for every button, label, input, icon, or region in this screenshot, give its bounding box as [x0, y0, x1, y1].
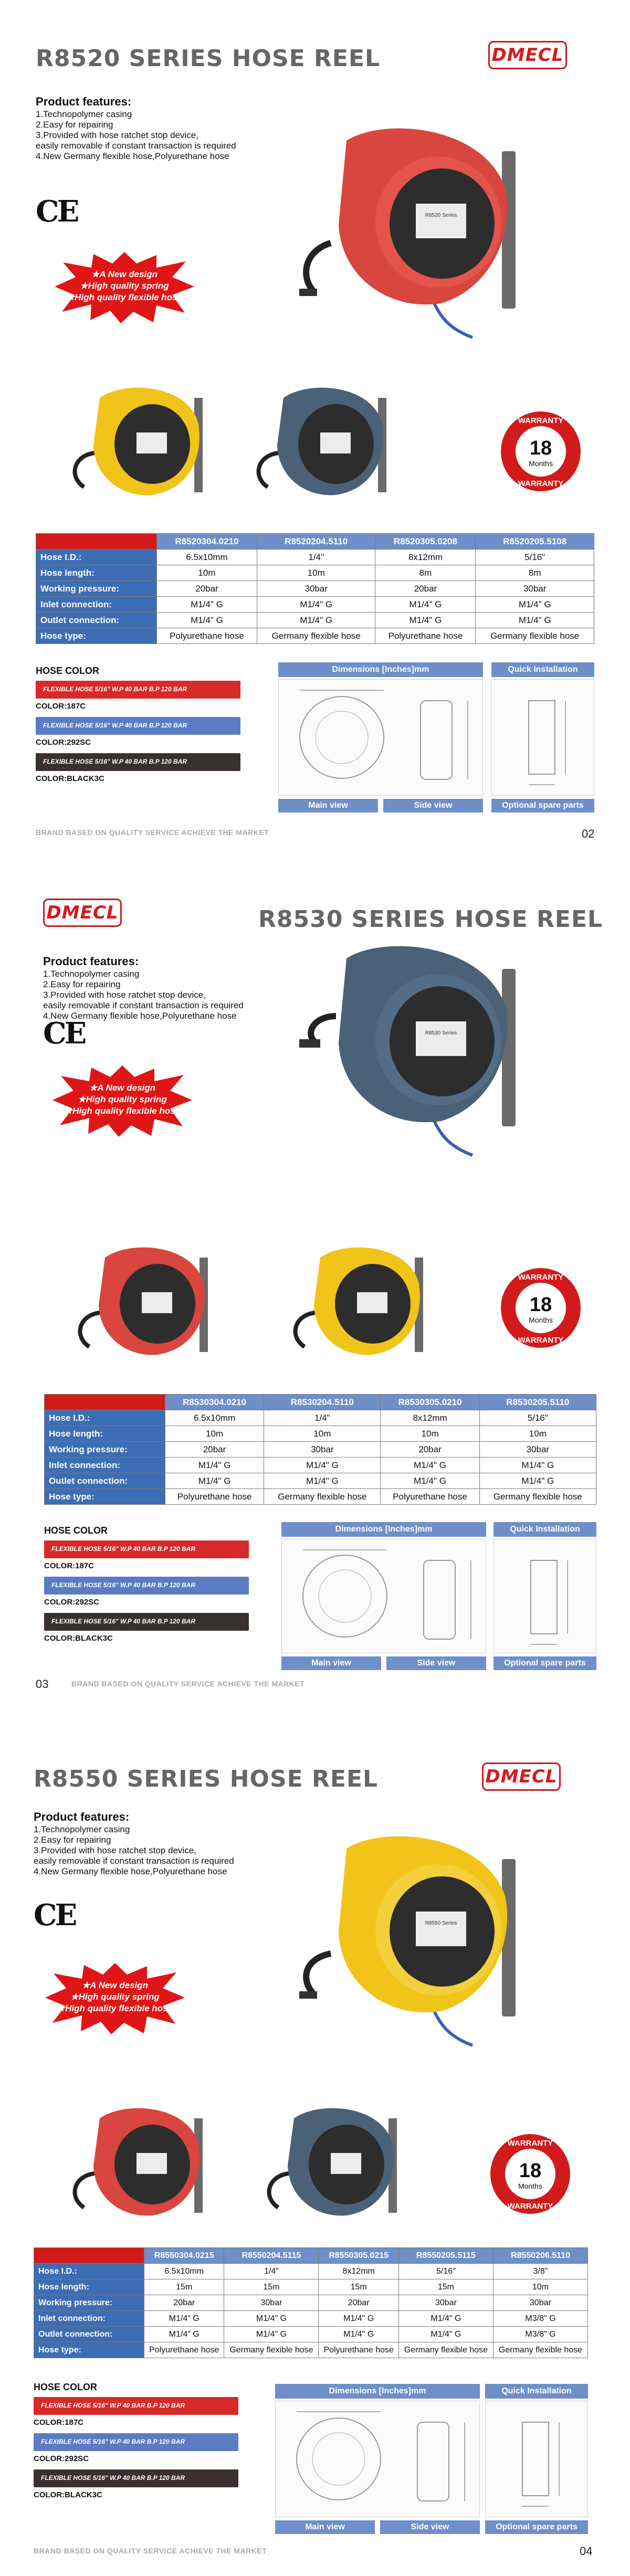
table-row [36, 581, 594, 597]
row-label: Hose I.D.: [45, 1410, 165, 1426]
main-view-label: Main view [275, 2520, 375, 2534]
row-label: Hose I.D.: [36, 550, 157, 565]
feature-line: easily removable if constant transaction is required [34, 1856, 234, 1866]
table-header-row [45, 1395, 596, 1410]
side-view-label: Side view [386, 1656, 486, 1670]
hose-color-bar-blue: FLEXIBLE HOSE 5/16" W.P 40 BAR B.P 120 BAR [36, 717, 240, 735]
table-row [45, 1473, 596, 1489]
page-r8530 [0, 859, 630, 1717]
model-cell: R8530305.0210 [381, 1395, 479, 1410]
table-cell: 6.5x10mm [144, 2264, 224, 2279]
optional-parts-label: Optional spare parts [485, 2520, 588, 2534]
table-cell: M3/8" G [493, 2327, 587, 2342]
table-cell: M1/4" G [257, 613, 375, 628]
table-cell: 8x12mm [319, 2264, 398, 2279]
table-cell: 30bar [493, 2295, 587, 2311]
table-cell: Polyurethane hose [144, 2342, 224, 2358]
table-cell: Polyurethane hose [381, 1489, 479, 1505]
row-label: Working pressure: [36, 581, 157, 597]
feature-line: 3.Provided with hose ratchet stop device, [36, 130, 198, 140]
table-cell: 6.5x10mm [165, 1410, 264, 1426]
model-cell: R8550305.0215 [319, 2248, 398, 2264]
main-view-label: Main view [278, 799, 378, 812]
table-cell: 10m [381, 1426, 479, 1442]
table-cell: M1/4" G [476, 597, 594, 613]
feature-line: 4.New Germany flexible hose,Polyurethane hose [36, 151, 229, 161]
table-cell: M1/4" G [398, 2327, 493, 2342]
table-cell: 20bar [144, 2295, 224, 2311]
reel-label: R8520 Series [425, 213, 457, 218]
table-cell: M1/4" G [257, 597, 375, 613]
color-code: COLOR:187C [36, 702, 86, 711]
hose-color-bar-black: FLEXIBLE HOSE 5/16" W.P 40 BAR B.P 120 BAR [36, 753, 240, 771]
hose-reel-blue-image [257, 2103, 410, 2229]
row-label: Hose type: [45, 1489, 165, 1505]
feature-line: 1.Technopolymer casing [36, 109, 132, 119]
dimensions-header: Dimensions [Inches]mm [275, 2384, 480, 2399]
table-cell: 3/8" [493, 2264, 587, 2279]
color-code: COLOR:BLACK3C [34, 2490, 102, 2499]
warranty-number: 18 [519, 2160, 542, 2182]
warranty-top: WARRANTY [518, 1273, 564, 1282]
table-row [34, 2327, 588, 2342]
hose-color-bar-black: FLEXIBLE HOSE 5/16" W.P 40 BAR B.P 120 BAR [44, 1613, 249, 1631]
model-cell: R8520205.5108 [476, 534, 594, 550]
warranty-bottom: WARRANTY [518, 479, 564, 488]
quick-install-drawing [485, 2401, 588, 2517]
page-number: 03 [36, 1677, 49, 1691]
hose-color-bar-red: FLEXIBLE HOSE 5/16" W.P 40 BAR B.P 120 BAR [36, 681, 240, 699]
hose-reel-yellow-image [284, 1242, 436, 1368]
features-heading: Product features: [43, 955, 139, 968]
table-cell: 30bar [264, 1442, 381, 1458]
table-cell: 30bar [257, 581, 375, 597]
table-cell: Germany flexible hose [479, 1489, 596, 1505]
feature-line: 4.New Germany flexible hose,Polyurethane hose [43, 1011, 237, 1021]
star-line: ★High quality flexible hose [64, 1106, 181, 1116]
page-number: 04 [580, 2545, 593, 2558]
row-label: Hose type: [36, 628, 157, 644]
table-cell: 20bar [375, 581, 476, 597]
model-cell: R8550205.5115 [398, 2248, 493, 2264]
row-label: Inlet connection: [34, 2311, 144, 2327]
dimension-drawing [275, 2401, 480, 2517]
hose-reel-red-image [68, 1242, 220, 1368]
spec-table [36, 533, 594, 644]
feature-line: 1.Technopolymer casing [43, 969, 140, 979]
table-cell: 20bar [381, 1442, 479, 1458]
table-cell: M1/4" G [381, 1458, 479, 1473]
feature-line: 1.Technopolymer casing [34, 1824, 130, 1834]
table-row [34, 2279, 588, 2295]
table-cell: M1/4" G [375, 613, 476, 628]
side-view-label: Side view [380, 2520, 480, 2534]
color-code: COLOR:292SC [34, 2454, 89, 2463]
row-label: Hose type: [34, 2342, 144, 2358]
dimensions-header: Dimensions [Inches]mm [278, 662, 483, 677]
hose-reel-main-image [294, 120, 536, 340]
table-cell: M3/8" G [493, 2311, 587, 2327]
table-cell: 8m [476, 565, 594, 581]
optional-parts-label: Optional spare parts [491, 799, 594, 812]
table-cell: 8x12mm [375, 550, 476, 565]
table-cell: 6.5x10mm [157, 550, 257, 565]
table-row [36, 628, 594, 644]
table-cell: 10m [479, 1426, 596, 1442]
side-view-label: Side view [383, 799, 483, 812]
ce-mark: CE [36, 194, 78, 229]
table-cell: 20bar [165, 1442, 264, 1458]
ce-mark: CE [34, 1898, 76, 1933]
table-row [45, 1442, 596, 1458]
table-cell: M1/4" G [319, 2311, 398, 2327]
table-cell: 10m [165, 1426, 264, 1442]
reel-label: R8550 Series [425, 1920, 457, 1926]
feature-line: 4.New Germany flexible hose,Polyurethane hose [34, 1866, 227, 1876]
table-row [45, 1410, 596, 1426]
table-cell: 1/4" [264, 1410, 381, 1426]
table-row [34, 2342, 588, 2358]
model-cell: R8530304.0210 [165, 1395, 264, 1410]
color-code: COLOR:292SC [44, 1598, 100, 1607]
star-line: ★High quality flexible hose [57, 2003, 173, 2013]
warranty-unit: Months [518, 2182, 542, 2190]
table-cell: Germany flexible hose [264, 1489, 381, 1505]
table-row [36, 565, 594, 581]
table-row [36, 613, 594, 628]
table-cell: Germany flexible hose [398, 2342, 493, 2358]
table-cell: 30bar [479, 1442, 596, 1458]
table-header-row [34, 2248, 588, 2264]
reel-label: R8530 Series [425, 1030, 457, 1036]
quick-install-header: Quick Installation [485, 2384, 588, 2399]
table-cell: 1/4" [224, 2264, 319, 2279]
row-label: Working pressure: [45, 1442, 165, 1458]
model-cell: R8530204.5110 [264, 1395, 381, 1410]
new-design-starburst [51, 1064, 193, 1138]
table-cell: M1/4" G [479, 1473, 596, 1489]
new-design-starburst [54, 251, 195, 324]
table-row [36, 550, 594, 565]
product-features [34, 1812, 234, 1877]
table-cell: M1/4" G [165, 1458, 264, 1473]
feature-line: easily removable if constant transaction is required [43, 1000, 244, 1010]
table-cell: 8m [375, 565, 476, 581]
footer-slogan: BRAND BASED ON QUALITY SERVICE ACHIEVE THE MARKET [71, 1680, 305, 1688]
footer-slogan: BRAND BASED ON QUALITY SERVICE ACHIEVE THE MARKET [36, 828, 269, 837]
spec-table [34, 2247, 588, 2358]
brand-logo: DMECL [43, 899, 122, 927]
hose-color-panel [34, 2382, 238, 2506]
star-line: ★High quality spring [70, 1992, 160, 2002]
star-line: ★High quality spring [78, 1094, 167, 1104]
table-cell: Polyurethane hose [319, 2342, 398, 2358]
spec-table [44, 1394, 596, 1505]
table-cell: M1/4" G [157, 597, 257, 613]
feature-line: easily removable if constant transaction is required [36, 141, 236, 151]
warranty-top: WARRANTY [518, 416, 564, 425]
hose-color-heading: HOSE COLOR [34, 2382, 98, 2392]
warranty-badge [499, 409, 583, 493]
table-cell: 20bar [319, 2295, 398, 2311]
quick-install-header: Quick Installation [494, 1522, 596, 1537]
table-header-row [36, 534, 594, 550]
dimensions-header: Dimensions [Inches]mm [281, 1522, 486, 1537]
table-cell: M1/4" G [144, 2327, 224, 2342]
table-row [34, 2311, 588, 2327]
optional-parts-label: Optional spare parts [494, 1656, 596, 1670]
table-row [34, 2264, 588, 2279]
features-heading: Product features: [36, 95, 132, 108]
table-cell: 5/16" [479, 1410, 596, 1426]
table-cell: 1/4" [257, 550, 375, 565]
warranty-number: 18 [529, 437, 552, 459]
page-title: R8550 SERIES HOSE REEL [34, 1766, 379, 1792]
feature-line: 3.Provided with hose ratchet stop device, [43, 990, 206, 1000]
table-cell: 8x12mm [381, 1410, 479, 1426]
table-cell: Polyurethane hose [165, 1489, 264, 1505]
product-features [43, 956, 244, 1021]
table-row [34, 2295, 588, 2311]
table-cell: 20bar [157, 581, 257, 597]
row-label: Hose length: [34, 2279, 144, 2295]
row-label: Hose I.D.: [34, 2264, 144, 2279]
warranty-badge [499, 1266, 583, 1350]
row-label: Outlet connection: [34, 2327, 144, 2342]
table-cell: M1/4" G [264, 1473, 381, 1489]
table-row [45, 1458, 596, 1473]
table-cell: M1/4" G [224, 2311, 319, 2327]
hose-color-bar-red: FLEXIBLE HOSE 5/16" W.P 40 BAR B.P 120 BAR [44, 1540, 249, 1558]
row-label: Outlet connection: [36, 613, 157, 628]
warranty-number: 18 [529, 1294, 552, 1316]
page-r8520 [0, 0, 630, 859]
color-code: COLOR:187C [34, 2418, 84, 2427]
color-code: COLOR:292SC [36, 738, 91, 747]
table-cell: M1/4" G [479, 1458, 596, 1473]
feature-line: 2.Easy for repairing [43, 979, 121, 989]
warranty-unit: Months [529, 1316, 553, 1324]
model-cell: R8550304.0215 [144, 2248, 224, 2264]
model-cell: R8520305.0208 [375, 534, 476, 550]
table-cell: Polyurethane hose [157, 628, 257, 644]
table-cell: M1/4" G [476, 613, 594, 628]
table-cell: M1/4" G [144, 2311, 224, 2327]
table-cell: 15m [144, 2279, 224, 2295]
table-cell: 30bar [224, 2295, 319, 2311]
feature-line: 3.Provided with hose ratchet stop device, [34, 1845, 196, 1855]
hose-reel-main-image [294, 937, 536, 1158]
model-cell: R8520204.5110 [257, 534, 375, 550]
table-cell: 10m [493, 2279, 587, 2295]
product-features [36, 97, 236, 162]
table-cell: 10m [257, 565, 375, 581]
main-view-label: Main view [281, 1656, 381, 1670]
table-row [36, 597, 594, 613]
table-cell: 15m [319, 2279, 398, 2295]
row-label: Inlet connection: [36, 597, 157, 613]
warranty-bottom: WARRANTY [507, 2202, 553, 2211]
page-title: R8520 SERIES HOSE REEL [36, 45, 381, 72]
color-code: COLOR:BLACK3C [44, 1634, 113, 1643]
hose-color-panel [36, 666, 240, 789]
table-cell: Germany flexible hose [257, 628, 375, 644]
table-cell: M1/4" G [157, 613, 257, 628]
row-label: Inlet connection: [45, 1458, 165, 1473]
table-cell: 15m [224, 2279, 319, 2295]
hose-color-heading: HOSE COLOR [36, 666, 100, 676]
row-label: Hose length: [45, 1426, 165, 1442]
table-cell: M1/4" G [224, 2327, 319, 2342]
table-cell: M1/4" G [264, 1458, 381, 1473]
feature-line: 2.Easy for repairing [36, 120, 113, 130]
quick-install-drawing [491, 679, 594, 796]
hose-reel-main-image [294, 1828, 536, 2048]
quick-install-drawing [494, 1539, 596, 1653]
warranty-top: WARRANTY [507, 2139, 553, 2148]
model-cell: R8550204.5115 [224, 2248, 319, 2264]
color-code: COLOR:187C [44, 1561, 94, 1570]
page-r8550 [0, 1717, 630, 2576]
color-code: COLOR:BLACK3C [36, 774, 104, 783]
feature-line: 2.Easy for repairing [34, 1835, 111, 1845]
page-title: R8530 SERIES HOSE REEL [258, 906, 603, 933]
model-cell: R8530205.5110 [479, 1395, 596, 1410]
table-cell: 30bar [476, 581, 594, 597]
table-cell: 15m [398, 2279, 493, 2295]
star-line: ★High quality flexible hose [66, 292, 183, 302]
dimension-drawing [281, 1539, 486, 1653]
warranty-badge [488, 2132, 572, 2216]
table-cell: 30bar [398, 2295, 493, 2311]
hose-color-panel [44, 1525, 249, 1649]
row-label: Hose length: [36, 565, 157, 581]
brand-logo: DMECL [482, 1762, 561, 1791]
hose-color-bar-blue: FLEXIBLE HOSE 5/16" W.P 40 BAR B.P 120 BAR [44, 1577, 249, 1595]
warranty-bottom: WARRANTY [518, 1336, 564, 1345]
footer-slogan: BRAND BASED ON QUALITY SERVICE ACHIEVE THE MARKET [34, 2547, 267, 2555]
table-cell: M1/4" G [398, 2311, 493, 2327]
star-line: ★High quality spring [80, 281, 169, 291]
row-label: Outlet connection: [45, 1473, 165, 1489]
model-cell: R8520304.0210 [157, 534, 257, 550]
hose-color-heading: HOSE COLOR [44, 1525, 108, 1536]
new-design-starburst [44, 1962, 186, 2035]
brand-logo: DMECL [488, 41, 567, 69]
hose-color-bar-black: FLEXIBLE HOSE 5/16" W.P 40 BAR B.P 120 BAR [34, 2469, 238, 2487]
table-cell: M1/4" G [375, 597, 476, 613]
row-label: Working pressure: [34, 2295, 144, 2311]
model-cell: R8550206.5110 [493, 2248, 587, 2264]
dimension-drawing [278, 679, 483, 796]
table-cell: 5/16" [476, 550, 594, 565]
table-cell: Germany flexible hose [224, 2342, 319, 2358]
table-row [45, 1489, 596, 1505]
table-cell: M1/4" G [319, 2327, 398, 2342]
table-cell: Polyurethane hose [375, 628, 476, 644]
hose-color-bar-red: FLEXIBLE HOSE 5/16" W.P 40 BAR B.P 120 BAR [34, 2397, 238, 2415]
star-line: ★A New design [81, 1980, 149, 1990]
table-cell: Germany flexible hose [493, 2342, 587, 2358]
table-cell: M1/4" G [165, 1473, 264, 1489]
hose-reel-yellow-image [63, 382, 215, 508]
features-heading: Product features: [34, 1810, 130, 1823]
quick-install-header: Quick Installation [491, 662, 594, 677]
table-cell: Germany flexible hose [476, 628, 594, 644]
hose-reel-red-image [63, 2103, 215, 2229]
page-number: 02 [582, 827, 595, 840]
table-cell: 10m [264, 1426, 381, 1442]
table-row [45, 1426, 596, 1442]
hose-reel-blue-image [247, 382, 399, 508]
warranty-unit: Months [529, 459, 553, 468]
table-cell: 10m [157, 565, 257, 581]
ce-mark: CE [43, 1016, 85, 1051]
star-line: ★A New design [89, 1083, 156, 1093]
hose-color-bar-blue: FLEXIBLE HOSE 5/16" W.P 40 BAR B.P 120 BAR [34, 2433, 238, 2451]
table-cell: 5/16" [398, 2264, 493, 2279]
table-cell: M1/4" G [381, 1473, 479, 1489]
star-line: ★A New design [91, 269, 158, 279]
